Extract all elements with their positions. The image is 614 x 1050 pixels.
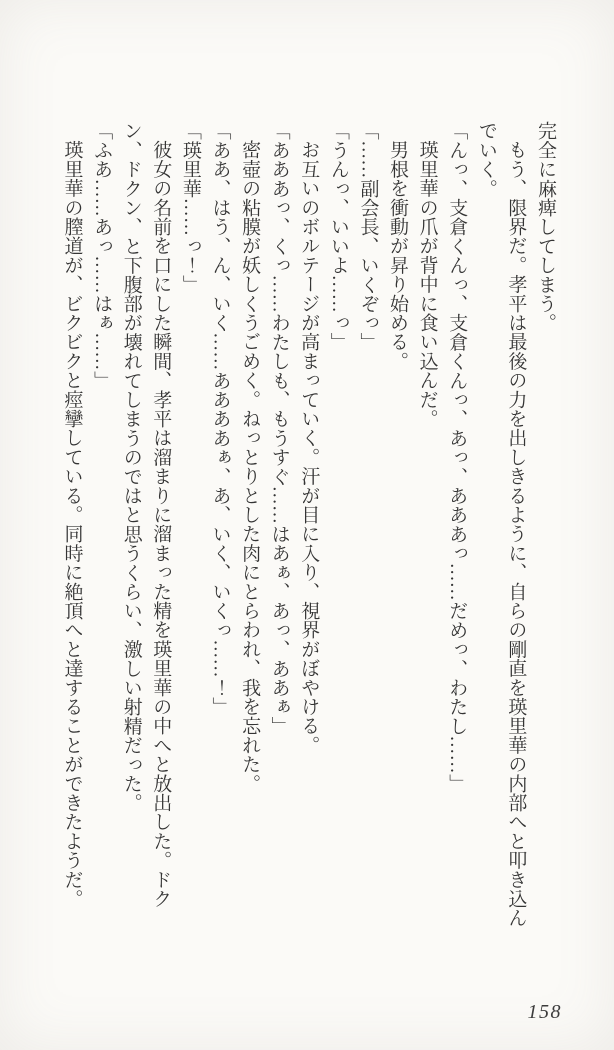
paragraph: 瑛里華の爪が背中に食い込んだ。 xyxy=(416,140,438,428)
paragraph: お互いのボルテージが高まっていく。汗が目に入り、視界がぼやける。 xyxy=(298,140,320,755)
vertical-text-block xyxy=(57,121,560,933)
paragraph: もう、限界だ。孝平は最後の力を出しきるように、自らの剛直を瑛里華の内部へと叩き込んでいく。 xyxy=(475,121,527,928)
paragraph: 「……副会長、いくぞっ」 xyxy=(357,121,379,352)
paragraph: 「んっ、支倉くんっ、支倉くんっ、あっ、あああっ……だめっ、わたし……」 xyxy=(446,121,468,793)
page-number: 158 xyxy=(527,1001,562,1023)
paragraph: 「あああっ、くっ……わたしも、もうすぐ……はあぁ、あっ、ああぁ」 xyxy=(268,121,290,736)
paragraph: 男根を衝動が昇り始める。 xyxy=(387,140,409,371)
paragraph: 「瑛里華……っ！」 xyxy=(179,121,201,294)
paragraph: 完全に麻痺してしまう。 xyxy=(535,121,556,333)
paragraph: 「うんっ、いいよ……っ」 xyxy=(327,121,349,352)
paragraph: 彼女の名前を口にした瞬間、孝平は溜まりに溜まった精を瑛里華の中へと放出した。ドクン、ドクン、と下腹部が壊れてしまうのではと思うくらい、激しい射精だった。 xyxy=(120,121,172,908)
paragraph: 密壺の粘膜が妖しくうごめく。ねっとりとした肉にとらわれ、我を忘れた。 xyxy=(239,140,261,793)
paragraph: 瑛里華の膣道が、ビクビクと痙攣している。同時に絶頂へと達することができたようだ。 xyxy=(61,140,83,908)
paragraph: 「ああ、はう、ん、いく……ああああぁ、あ、いく、いくっ……！」 xyxy=(209,121,231,717)
paragraph: 「ふあ……あっ……はぁ……」 xyxy=(91,121,113,390)
